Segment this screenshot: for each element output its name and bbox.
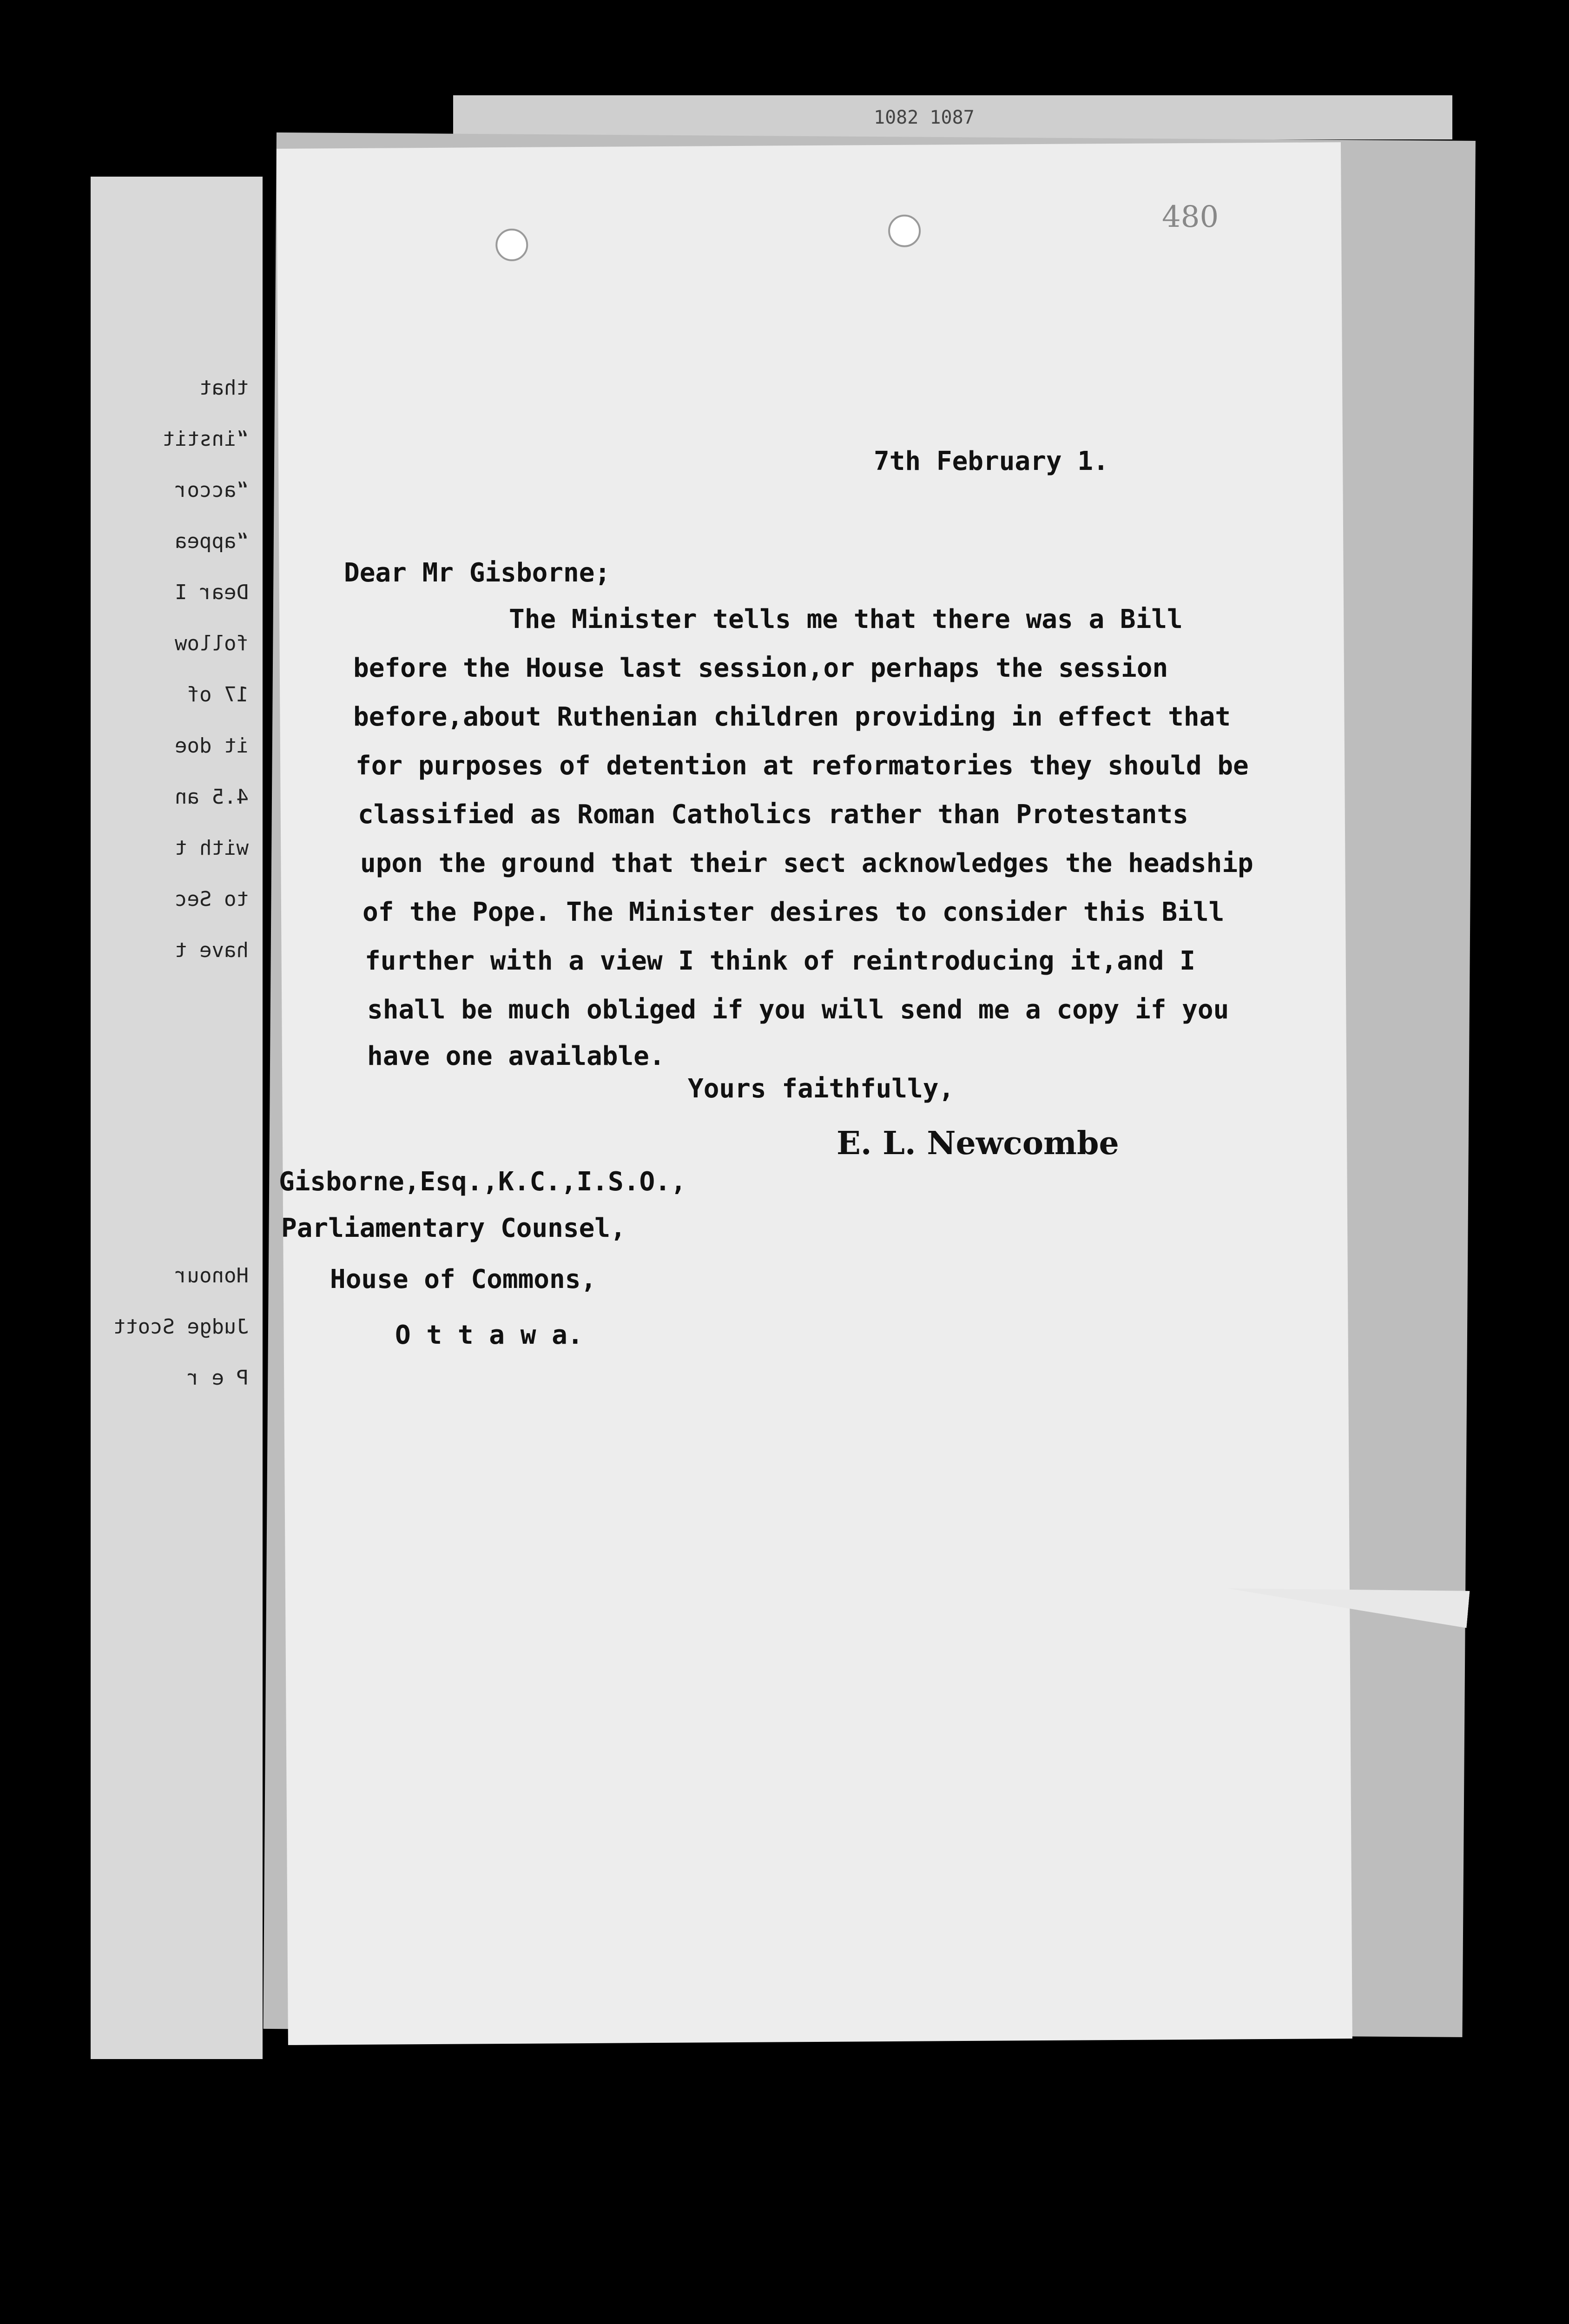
- body-line: before,about Ruthenian children providing in effect that: [353, 702, 1231, 732]
- body-line: have one available.: [367, 1041, 665, 1071]
- back-page-left: [91, 177, 263, 2059]
- salutation: Dear Mr Gisborne;: [344, 558, 611, 588]
- address-line: O t t a w a.: [395, 1320, 583, 1350]
- signature: E. L. Newcombe: [837, 1125, 1119, 1162]
- address-line: Parliamentary Counsel,: [281, 1213, 626, 1243]
- body-line: upon the ground that their sect acknowledges the headship: [360, 848, 1253, 878]
- letter-date: 7th February 1.: [874, 446, 1109, 476]
- back-line: Honour: [175, 1264, 249, 1287]
- body-line: for purposes of detention at reformatories they should be: [356, 751, 1249, 781]
- back-line: to Sec: [175, 887, 249, 911]
- back-line: “appea: [175, 529, 249, 553]
- back-line: that: [199, 376, 249, 400]
- body-line: The Minister tells me that there was a Bill: [509, 604, 1183, 634]
- back-line: “instit: [162, 427, 249, 451]
- back-line: “accor: [175, 478, 249, 502]
- back-line: Dear I: [175, 581, 249, 604]
- address-line: House of Commons,: [330, 1264, 597, 1294]
- back-line: follow: [175, 632, 249, 655]
- punch-hole: [495, 229, 528, 261]
- body-line: shall be much obliged if you will send me a copy if you: [367, 995, 1229, 1025]
- back-line: with t: [175, 836, 249, 860]
- punch-hole: [888, 215, 921, 247]
- back-page-text: [91, 177, 263, 2059]
- body-line: further with a view I think of reintroducing it,and I: [365, 946, 1195, 976]
- body-line: classified as Roman Catholics rather than Protestants: [358, 799, 1188, 830]
- back-line: 4.5 an: [175, 785, 249, 809]
- page-number: 480: [1162, 200, 1219, 234]
- body-line: of the Pope. The Minister desires to consider this Bill: [363, 897, 1225, 927]
- back-line: P e r: [187, 1366, 249, 1390]
- back-line: have t: [175, 938, 249, 962]
- address-line: Gisborne,Esq.,K.C.,I.S.O.,: [279, 1167, 686, 1197]
- back-line: Judge Scott: [113, 1315, 249, 1339]
- body-line: before the House last session,or perhaps the session: [353, 653, 1168, 683]
- back-line: 17 of: [187, 683, 249, 706]
- closing: Yours faithfully,: [688, 1074, 955, 1104]
- top-strip-number: 1082 1087: [874, 107, 975, 128]
- back-line: it doe: [175, 734, 249, 758]
